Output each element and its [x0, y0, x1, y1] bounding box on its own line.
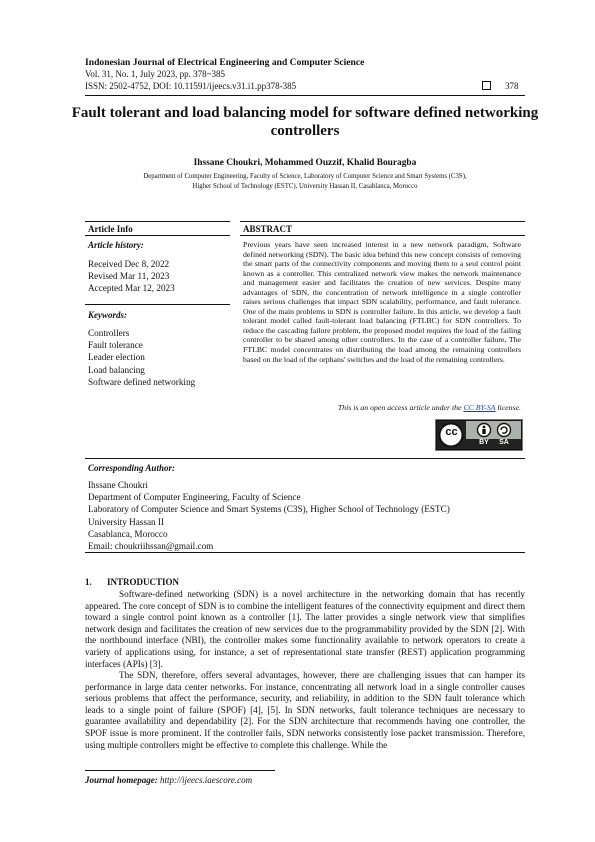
- license-notice: [243, 403, 521, 412]
- license-link[interactable]: CC BY-SA: [463, 403, 496, 412]
- history-accepted: Accepted Mar 12, 2023: [88, 283, 175, 294]
- history-received: Received Dec 8, 2022: [88, 259, 170, 269]
- section-title: INTRODUCTION: [107, 577, 180, 587]
- affiliation: [75, 172, 535, 192]
- corresponding-bottom-rule: [85, 552, 525, 553]
- cc-by-label: BY: [479, 439, 489, 446]
- paper-title: Fault tolerant and load balancing model for software defined networking controllers: [71, 105, 539, 139]
- history-revised: Revised Mar 11, 2023: [88, 271, 170, 282]
- corresponding-top-rule: [85, 458, 525, 459]
- corresponding-dept: Department of Computer Engineering, Faculty of Science: [88, 492, 301, 503]
- affiliation-line: Department of Computer Engineering, Faculty of Science, Laboratory of Computer Science and Smart Systems (C3S),: [143, 173, 467, 180]
- license-prefix: This is an open access article under the: [337, 403, 462, 412]
- issn-doi: ISSN: 2502-4752, DOI: 10.11591/ijeecs.v31.i1.pp378-385: [85, 81, 297, 91]
- abstract-heading: ABSTRACT: [243, 224, 293, 234]
- keyword-item: Fault tolerance: [88, 340, 143, 351]
- page-number: 378: [505, 81, 519, 91]
- article-history-heading: Article history:: [88, 240, 144, 250]
- cc-letters: cc: [445, 426, 458, 438]
- cc-sa-label: SA: [499, 439, 509, 446]
- corresponding-name: Ihssane Choukri: [88, 480, 148, 490]
- homepage-link[interactable]: http://ijeecs.iaescore.com: [160, 775, 253, 785]
- keyword-item: Software defined networking: [88, 376, 196, 387]
- cc-by-sa-badge-icon[interactable]: [435, 419, 523, 451]
- corresponding-email: Email: choukriihssan@gmail.com: [88, 541, 214, 552]
- introduction-heading: [85, 577, 179, 587]
- header-rule: [85, 95, 525, 96]
- journal-homepage: Journal homepage: http://ijeecs.iaescore.com: [85, 775, 253, 785]
- intro-paragraph: Software-defined networking (SDN) is a novel architecture in the networking domain that has recently appeared. The core concept of SDN is to combine the intelligent features of the connectivity equipment and direct them toward a single control point known as a controller [1]. The latter provides a single network view that simplifies network design and facilitates the creation of new services due to the programmability provided by the SDN [2]. With the northbound interface (NBI), the controller makes some functionality available to network operators to create a variety of applications using, for instance, a set of representational state transfer (REST) application programming interfaces (APIs) [3].: [85, 589, 525, 669]
- homepage-label: Journal homepage: [85, 775, 155, 785]
- article-info-heading: Article Info: [88, 224, 133, 234]
- article-info-rule: [85, 235, 230, 236]
- volume-info: Vol. 31, No. 1, July 2023, pp. 378~385: [85, 69, 225, 79]
- section-number: 1.: [85, 577, 92, 587]
- license-suffix: license.: [497, 403, 521, 412]
- square-bullet-icon: [482, 81, 491, 90]
- keyword-item: Load balancing: [88, 364, 145, 375]
- keywords-rule: [85, 304, 230, 305]
- corresponding-university: University Hassan II: [88, 516, 165, 527]
- footer-rule: [85, 770, 275, 771]
- corresponding-city: Casablanca, Morocco: [88, 528, 168, 539]
- keyword-list: [88, 327, 195, 388]
- corresponding-details: [88, 479, 450, 552]
- abstract-text: Previous years have seen increased interest in a new network paradigm, Software defined networking (SDN). The basic idea behind this new concept consists of removing the smart parts of the connectivity components and moving them to a seul control point known as a controller. This centralized network view makes the network maintenance and management easier and facilitates the creation of new services. Despite many advantages of SDN, the concentration of network intelligence in a single controller raises serious challenges that impact SDN scalability, performance, and fault tolerance. One of the main problems in SDN is controller failure. In this article, we develop a fault tolerant model called fault-tolerant load balancing (FTLBC) for SDN controllers. To reduce the cascading failure problem, the proposed model requires the load of the failing controller to be shared among other controllers. In the case of a controller failure, The FTLBC model concentrates on distributing the load among the remaining controllers based on the load of the orphans' switches and the load of the remaining controllers.: [243, 240, 521, 364]
- corresponding-lab: Laboratory of Computer Science and Smart Systems (C3S), Higher School of Technology (ESTC): [88, 504, 450, 515]
- author-list: Ihssane Choukri, Mohammed Ouzzif, Khalid Bouragba: [193, 158, 417, 168]
- corresponding-heading: Corresponding Author:: [88, 463, 175, 473]
- abstract-top-rule: [240, 221, 525, 222]
- affiliation-line: Higher School of Technology (ESTC), University Hassan II, Casablanca, Morocco: [192, 183, 418, 190]
- keyword-item: Controllers: [88, 328, 130, 338]
- article-info-top-rule: [85, 221, 230, 222]
- intro-paragraph: The SDN, therefore, offers several advantages, however, there are challenging issues that can hamper its performance in large data center networks. For instance, concentrating all network load in a single controller causes serious problems that affect the performance, security, and reliability, in addition to the SDN fault tolerance which leads to a single point of failure (SPOF) [4], [5]. In SDN networks, fault tolerance techniques are necessary to guarantee availability and dependability [2]. For the SDN architecture that recommends having one controller, the SPOF issue is more prominent. If the controller fails, SDN networks consistently lose packet transmission. Therefore, using multiple controllers might be effective to complete this challenge. While the: [85, 670, 525, 750]
- keyword-item: Leader election: [88, 352, 145, 363]
- article-history: [88, 258, 175, 295]
- keywords-heading: Keywords:: [88, 310, 127, 320]
- abstract-rule: [240, 235, 525, 236]
- journal-name: Indonesian Journal of Electrical Engineering and Computer Science: [85, 57, 365, 68]
